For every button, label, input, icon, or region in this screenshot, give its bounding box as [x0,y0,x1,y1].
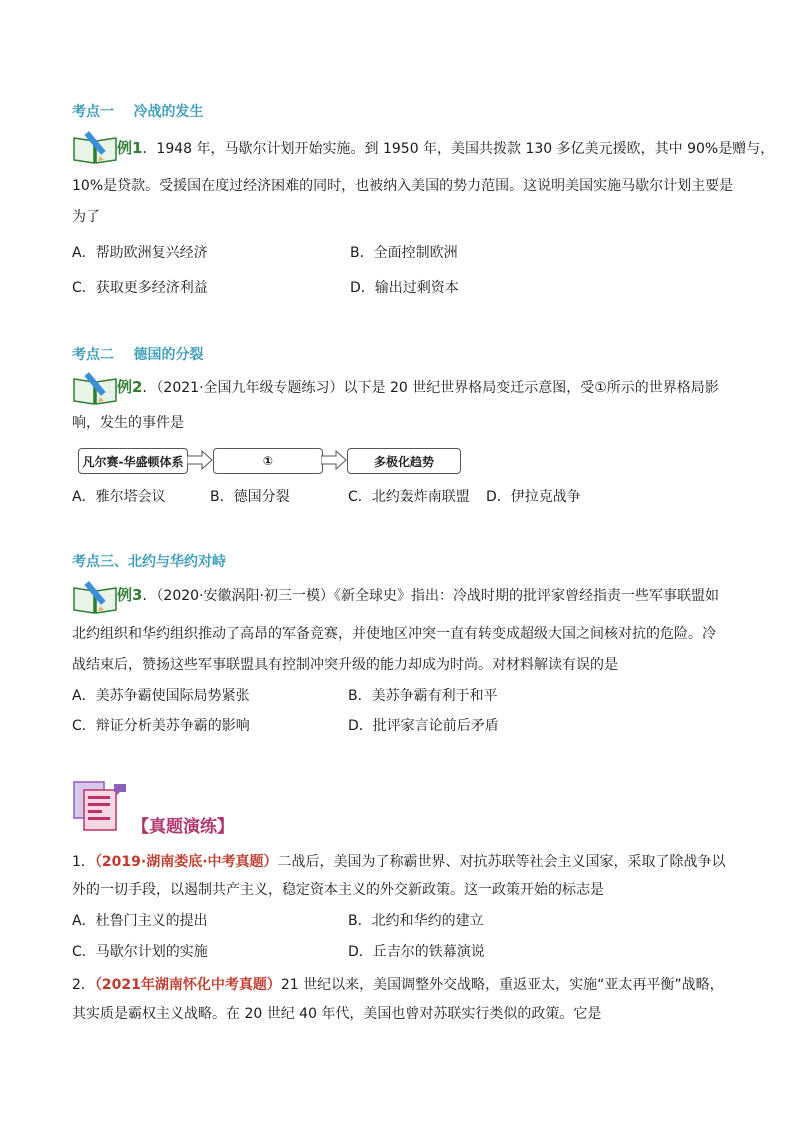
zhenti-title: 【真题演练】 [132,817,234,837]
question1-source: （2019·湖南娄底·中考真题） [94,854,278,870]
example2-line-1: ．（2021·全国九年级专题练习）以下是 20 世纪世界格局变迁示意图，受①所示的世界格局影 [142,380,719,396]
example2-label: 例2 [117,378,143,396]
question1-option-d: D．丘吉尔的铁幕演说 [348,944,485,960]
question2-number: 2． [72,977,95,993]
example2-text [117,377,719,398]
example3-line-1: ．（2020·安徽涡阳·初三一模）《新全球史》指出：冷战时期的批评家曾经指责一些军事联盟如 [142,588,719,604]
example3-text [117,585,719,606]
question1-line-2: 外的一切手段，以遏制共产主义，稳定资本主义的外交新政策。这一政策开始的标志是 [72,882,604,898]
question2-line-2: 其实质是霸权主义战略。在 20 世纪 40 年代，美国也曾对苏联实行类似的政策。它是 [72,1006,602,1022]
example1-line-1: ．1948 年，马歇尔计划开始实施。到 1950 年，美国共拨款 130 多亿美元援欧，其中 90%是赠与， [142,141,775,157]
example1-line-2: 10%是贷款。受援国在度过经济困难的同时，也被纳入美国的势力范围。这说明美国实施马歇尔计划主要是 [72,178,734,194]
example3-option-c: C．辩证分析美苏争霸的影响 [72,718,250,734]
example1-line-3: 为了 [72,209,100,225]
book-pencil-icon [72,580,118,614]
example2-option-d: D．伊拉克战争 [486,489,581,505]
document-stack-icon [72,778,130,834]
example2-option-a: A．雅尔塔会议 [72,489,166,505]
example1-text [117,138,774,159]
example1-option-c: C．获取更多经济利益 [72,280,208,296]
question2-source: （2021年湖南怀化中考真题） [94,977,281,993]
example3-line-3: 战结束后，赞扬这些军事联盟具有控制冲突升级的能力却成为时尚。对材料解读有误的是 [72,657,618,673]
example3-option-b: B．美苏争霸有利于和平 [348,688,498,704]
example1-option-d: D．输出过剩资本 [350,280,459,296]
example1-label: 例1 [117,139,143,157]
question1-option-c: C．马歇尔计划的实施 [72,944,208,960]
example1-option-a: A．帮助欧洲复兴经济 [72,245,208,261]
example3-option-a: A．美苏争霸使国际局势紧张 [72,688,250,704]
question1-option-b: B．北约和华约的建立 [348,913,484,929]
section3-heading: 考点三、北约与华约对峙 [72,554,226,570]
flow-arrow-icon [321,450,347,470]
example2-option-b: B．德国分裂 [210,489,290,505]
flow-box-2: ① [213,448,323,474]
example3-option-d: D．批评家言论前后矛盾 [348,718,499,734]
question1-option-a: A．杜鲁门主义的提出 [72,913,208,929]
question2-line-1: 21 世纪以来，美国调整外交战略，重返亚太，实施“亚太再平衡”战略， [280,977,724,993]
flow-box-1: 凡尔赛-华盛顿体系 [78,448,188,474]
example2-option-c: C．北约轰炸南联盟 [348,489,470,505]
example3-label: 例3 [117,586,143,604]
example1-option-b: B．全面控制欧洲 [350,245,458,261]
book-pencil-icon [72,130,118,164]
question1-line-1: 二战后，美国为了称霸世界、对抗苏联等社会主义国家，采取了除战争以 [277,854,726,870]
flow-box-3: 多极化趋势 [347,448,461,474]
book-pencil-icon [72,371,118,405]
question1-text [72,852,726,872]
example2-line-2: 响，发生的事件是 [72,415,184,431]
section2-heading: 考点二 德国的分裂 [72,347,204,363]
example3-line-2: 北约组织和华约组织推动了高昂的军备竞赛，并使地区冲突一直有转变成超级大国之间核对抗的危险。冷 [72,626,716,642]
section1-heading: 考点一 冷战的发生 [72,104,204,120]
question2-text [72,975,724,995]
question1-number: 1． [72,854,95,870]
flow-arrow-icon [187,450,213,470]
